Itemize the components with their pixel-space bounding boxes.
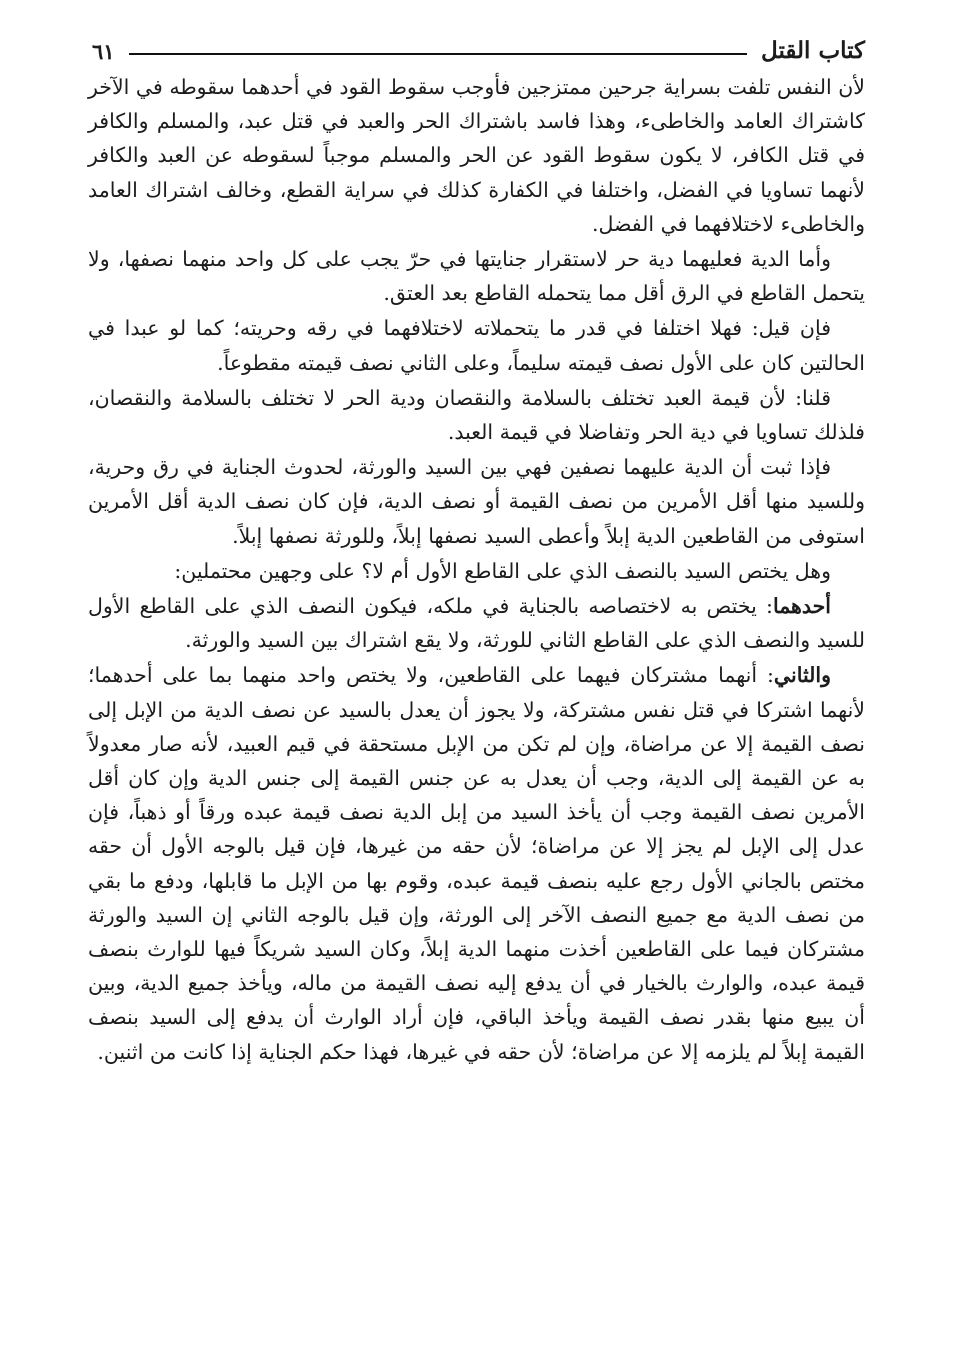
paragraph: [88, 450, 865, 553]
paragraph-text: فإن قيل: فهلا اختلفا في قدر ما يتحملاته لاختلافهما في رقه وحريته؛ كما لو عبدا في الحالتين كان على الأول نصف قيمته سليماً، وعلى الثاني نصف قيمته مقطوعاً.: [88, 316, 865, 375]
paragraph-text: وأما الدية فعليهما دية حر لاستقرار جنايتها في حرّ يجب على كل واحد منهما نصفها، ولا يتحمل القاطع في الرق أقل مما يتحمله القاطع بعد العتق.: [88, 247, 865, 306]
body-text: [88, 70, 865, 1069]
paragraph-text: فإذا ثبت أن الدية عليهما نصفين فهي بين السيد والورثة، لحدوث الجناية في رق وحرية، وللسيد منها أقل الأمرين من نصف القيمة أو نصف الدية، فإن كان نصف الدية أقل الأمرين استوفى من القاطعين الدية إبلاً وأعطى السيد نصفها إبلاً، وللورثة نصفها إبلاً.: [88, 455, 865, 548]
paragraph: [88, 311, 865, 379]
paragraph: [88, 70, 865, 241]
paragraph-text: : يختص به لاختصاصه بالجناية في ملكه، فيكون النصف الذي على القاطع الأول للسيد والنصف الذي على القاطع الثاني للورثة، ولا يقع اشتراك بين السيد والورثة.: [88, 594, 865, 653]
paragraph: [88, 242, 865, 310]
paragraph-text: لأن النفس تلفت بسراية جرحين ممتزجين فأوجب سقوط القود في أحدهما سقوطه في الآخر كاشتراك العامد والخاطىء، وهذا فاسد باشتراك الحر والعبد في قتل عبد، والمسلم والكافر في قتل الكافر، لا يكون سقوط القود عن الحر والمسلم موجباً لسقوطه عن العبد والكافر لأنهما تساويا في الفضل، واختلفا في الكفارة كذلك في سراية القطع، وخالف اشتراك العامد والخاطىء لاختلافهما في الفضل.: [88, 75, 865, 236]
paragraph: [88, 589, 865, 657]
paragraph-text: : أنهما مشتركان فيهما على القاطعين، ولا يختص واحد منهما بما على أحدهما؛ لأنهما اشتركا في قتل نفس مشتركة، ولا يجوز أن يعدل بالسيد عن نصف الدية من الإبل إلى نصف القيمة إلا عن مراضاة، وإن لم تكن من الإبل مستحقة في قيم العبيد، لأنه صار معدولاً به عن القيمة إلى الدية، وجب أن يعدل به عن جنس القيمة إلى جنس الدية وإن كان أقل الأمرين نصف القيمة وجب أن يأخذ السيد من إبل الدية نصف قيمة عبده ورقاً أو ذهباً، فإن عدل إلى الإبل لم يجز إلا عن مراضاة؛ لأن حقه من غيرها، فإن قيل بالوجه الأول أن حقه مختص بالجاني الأول رجع عليه بنصف قيمة عبده، وقوم بها من الإبل ما قابلها، ودفع ما بقي من نصف الدية مع جميع النصف الآخر إلى الورثة، وإن قيل بالوجه الثاني إن السيد والورثة مشتركان فيما على القاطعين أخذت منهما الدية إبلاً، وكان السيد شريكاً فيها للوارث بنصف قيمة عبده، والوارث بالخيار في أن يدفع إليه نصف القيمة من ماله، ويأخذ جميع الدية، وبين أن يبيع منها بقدر نصف القيمة ويأخذ الباقي، فإن أراد الوارث أن يدفع إلى السيد بنصف القيمة إبلاً لم يلزمه إلا عن مراضاة؛ لأن حقه في غيرها، فهذا حكم الجناية إذا كانت من اثنين.: [88, 663, 865, 1064]
header-rule: [129, 53, 747, 55]
paragraph-lead-term: والثاني: [773, 663, 831, 688]
paragraph: [88, 554, 865, 588]
book-title: كتاب القتل: [761, 37, 865, 64]
paragraph-lead-term: أحدهما: [772, 594, 831, 619]
running-header: [92, 28, 865, 64]
paragraph-text: قلنا: لأن قيمة العبد تختلف بالسلامة والنقصان ودية الحر لا تختلف بالسلامة والنقصان، فلذلك تساويا في دية الحر وتفاضلا في قيمة العبد.: [88, 385, 865, 445]
paragraph: [88, 658, 865, 1068]
paragraph-text: وهل يختص السيد بالنصف الذي على القاطع الأول أم لا؟ على وجهين محتملين:: [174, 558, 831, 583]
paragraph: [88, 381, 865, 449]
page-number: ٦١: [92, 39, 115, 64]
